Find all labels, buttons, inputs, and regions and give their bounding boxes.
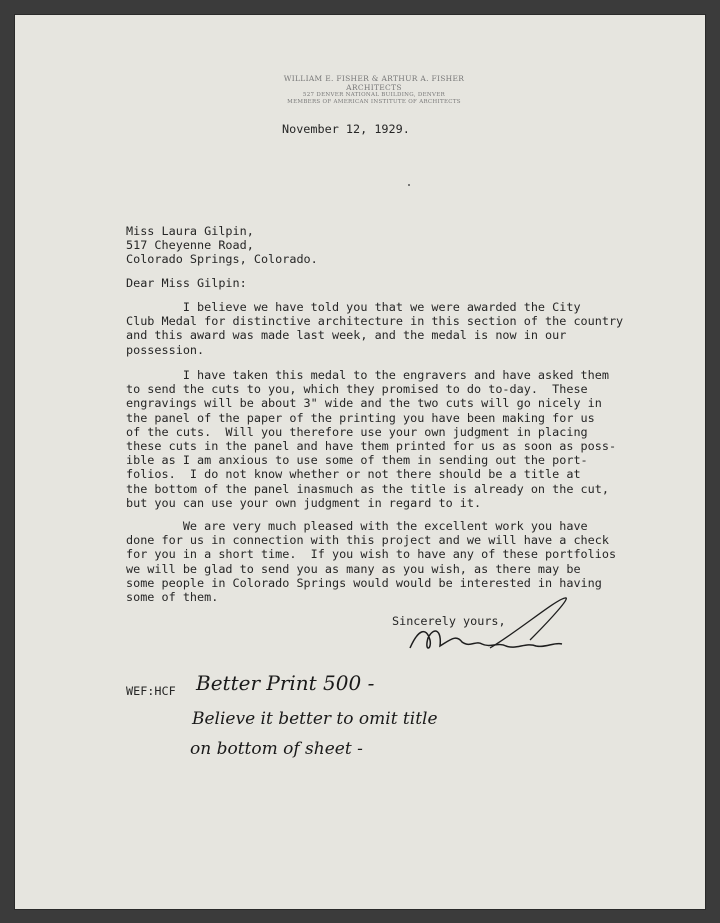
handwritten-note-line-1: Better Print 500 - bbox=[196, 671, 375, 695]
ink-mark bbox=[408, 184, 410, 186]
letterhead-address: 527 DENVER NATIONAL BUILDING, DENVER bbox=[302, 92, 446, 98]
reference-initials: WEF:HCF bbox=[126, 684, 176, 698]
paragraph-2: I have taken this medal to the engravers and have asked them to send the cuts to you, which they promised to do to-day. These engravings will be about 3" wide and the two cuts will go nicely in the panel of the paper of the printing you have been making for us of the cuts. Will you therefore use your own judgment in placing these cuts in the panel and have them printed for us as soon as poss- ible as I am anxious to use some of them in sending out the port- folios. I do not know whether or not there should be a title at the bottom of the panel inasmuch as the title is already on the cut, but you can use your own judgment in regard to it. bbox=[126, 368, 617, 510]
letter-date: November 12, 1929. bbox=[282, 122, 410, 136]
letterhead-membership: MEMBERS OF AMERICAN INSTITUTE OF ARCHITECTS bbox=[287, 99, 461, 105]
recipient-address: Miss Laura Gilpin, 517 Cheyenne Road, Colorado Springs, Colorado. bbox=[126, 224, 318, 267]
letterhead-firm: WILLIAM E. FISHER & ARTHUR A. FISHER bbox=[283, 74, 465, 83]
paragraph-1: I believe we have told you that we were awarded the City Club Medal for distinctive architecture in this section of the country and this award was made last week, and the medal is now in our possession. bbox=[126, 300, 624, 357]
letterhead-title: ARCHITECTS bbox=[346, 83, 402, 92]
handwritten-note bbox=[190, 662, 590, 762]
salutation: Dear Miss Gilpin: bbox=[126, 276, 247, 290]
closing: Sincerely yours, bbox=[392, 614, 506, 628]
letterhead bbox=[269, 74, 479, 106]
handwritten-note-line-3: on bottom of sheet - bbox=[190, 739, 363, 759]
paragraph-3: We are very much pleased with the excellent work you have done for us in connection with this project and we will have a check for you in a short time. If you wish to have any of these portfolios we will be glad to send you as many as you wish, as there may be some people in Colorado Springs would would be interested in having some of them. bbox=[126, 519, 617, 605]
handwritten-note-line-2: Believe it better to omit title bbox=[192, 709, 438, 729]
handwritten-signature bbox=[390, 590, 570, 670]
